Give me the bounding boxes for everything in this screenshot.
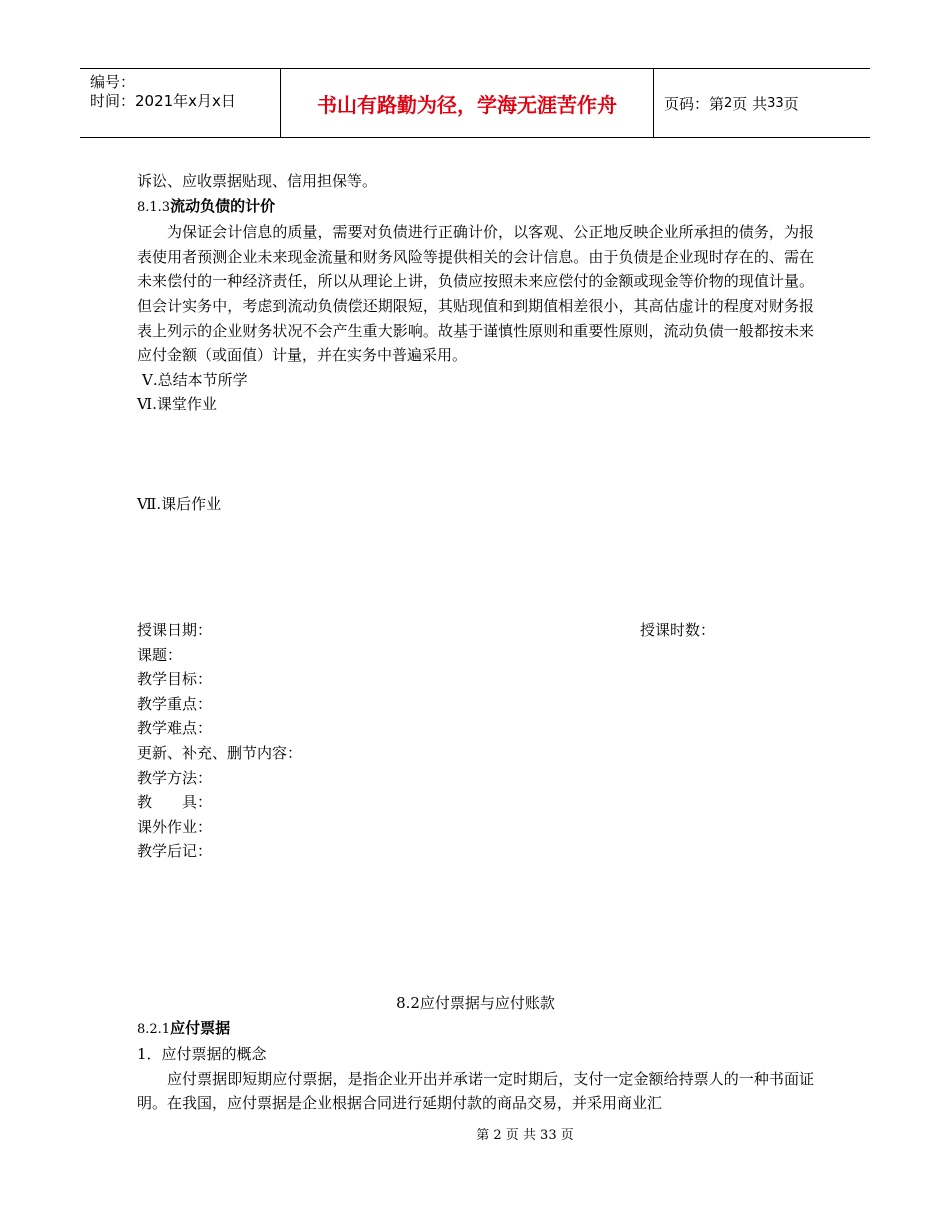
difficult-label: 教学难点： (137, 719, 213, 738)
section-vii: Ⅶ.课后作业 (137, 495, 222, 513)
time-label: 时间：2021年x月x日 (90, 92, 236, 110)
update-label: 更新、补充、删节内容： (137, 743, 303, 762)
heading-number: 8.1.3 (137, 199, 171, 215)
page-number: 2 (724, 95, 733, 111)
page-header (80, 68, 870, 138)
item-1: 1．应付票据的概念 (137, 1045, 267, 1064)
header-page-info (654, 69, 870, 137)
document-body (137, 169, 814, 417)
paragraph-valuation: 为保证会计信息的质量，需要对负债进行正确计价，以客观、公正地反映企业所承担的债务，为报表使用者预测企业未来现金流量和财务风险等提供相关的会计信息。由于负债是企业现时存在的、需在未来偿付的一种经济责任，所以从理论上讲，负债应按照未来应偿付的金额或现金等价物的现值计量。但会计实务中，考虑到流动负债偿还期限短，其贴现值和到期值相差很小，其高估虚计的程度对财务报表上列示的企业财务状况不会产生重大影响。故基于谨慎性原则和重要性原则，流动负债一般都按未来应付金额（或面值）计量，并在实务中普遍采用。 (137, 223, 814, 365)
heading-text: 流动负债的计价 (170, 196, 276, 215)
continued-line: 诉讼、应收票据贴现、信用担保等。 (137, 172, 378, 190)
lesson-plan-form (137, 618, 814, 864)
method-label: 教学方法： (137, 768, 213, 787)
heading-8-2-1 (137, 1016, 814, 1043)
tools-label: 教 具： (137, 793, 213, 812)
page-prefix: 页码：第 (664, 94, 725, 113)
heading-text: 应付票据 (170, 1018, 231, 1037)
date-row (137, 618, 814, 643)
section-8-2 (137, 991, 814, 1116)
key-label: 教学重点： (137, 694, 213, 713)
header-motto: 书山有路勤为径，学海无涯苦作舟 (280, 69, 654, 137)
section-v: Ⅴ.总结本节所学 (142, 370, 248, 389)
page-total: 33 (767, 95, 784, 111)
heading-8-1-3 (137, 194, 814, 221)
section-8-2-title: 8.2应付票据与应付账款 (396, 994, 555, 1012)
paragraph-notes-payable: 应付票据即短期应付票据，是指企业开出并承诺一定时期后，支付一定金额给持票人的一种书面证明。在我国，应付票据是企业根据合同进行延期付款的商品交易，并采用商业汇 (137, 1069, 814, 1113)
date-label: 授课日期： (137, 621, 213, 639)
heading-number: 8.2.1 (137, 1021, 171, 1037)
header-meta (80, 69, 280, 137)
homework-label: 课外作业： (137, 817, 213, 836)
section-vii-block (137, 492, 814, 517)
page-mid: 页 共 (732, 94, 768, 113)
page-footer: 第 2 页 共 33 页 (476, 1128, 574, 1143)
number-label: 编号： (90, 73, 136, 91)
postnote-label: 教学后记： (137, 842, 213, 861)
topic-label: 课题： (137, 645, 183, 664)
section-vi: Ⅵ.课堂作业 (137, 395, 217, 414)
page-suffix: 页 (783, 94, 799, 113)
goal-label: 教学目标： (137, 670, 213, 689)
hours-label: 授课时数： (640, 621, 716, 639)
